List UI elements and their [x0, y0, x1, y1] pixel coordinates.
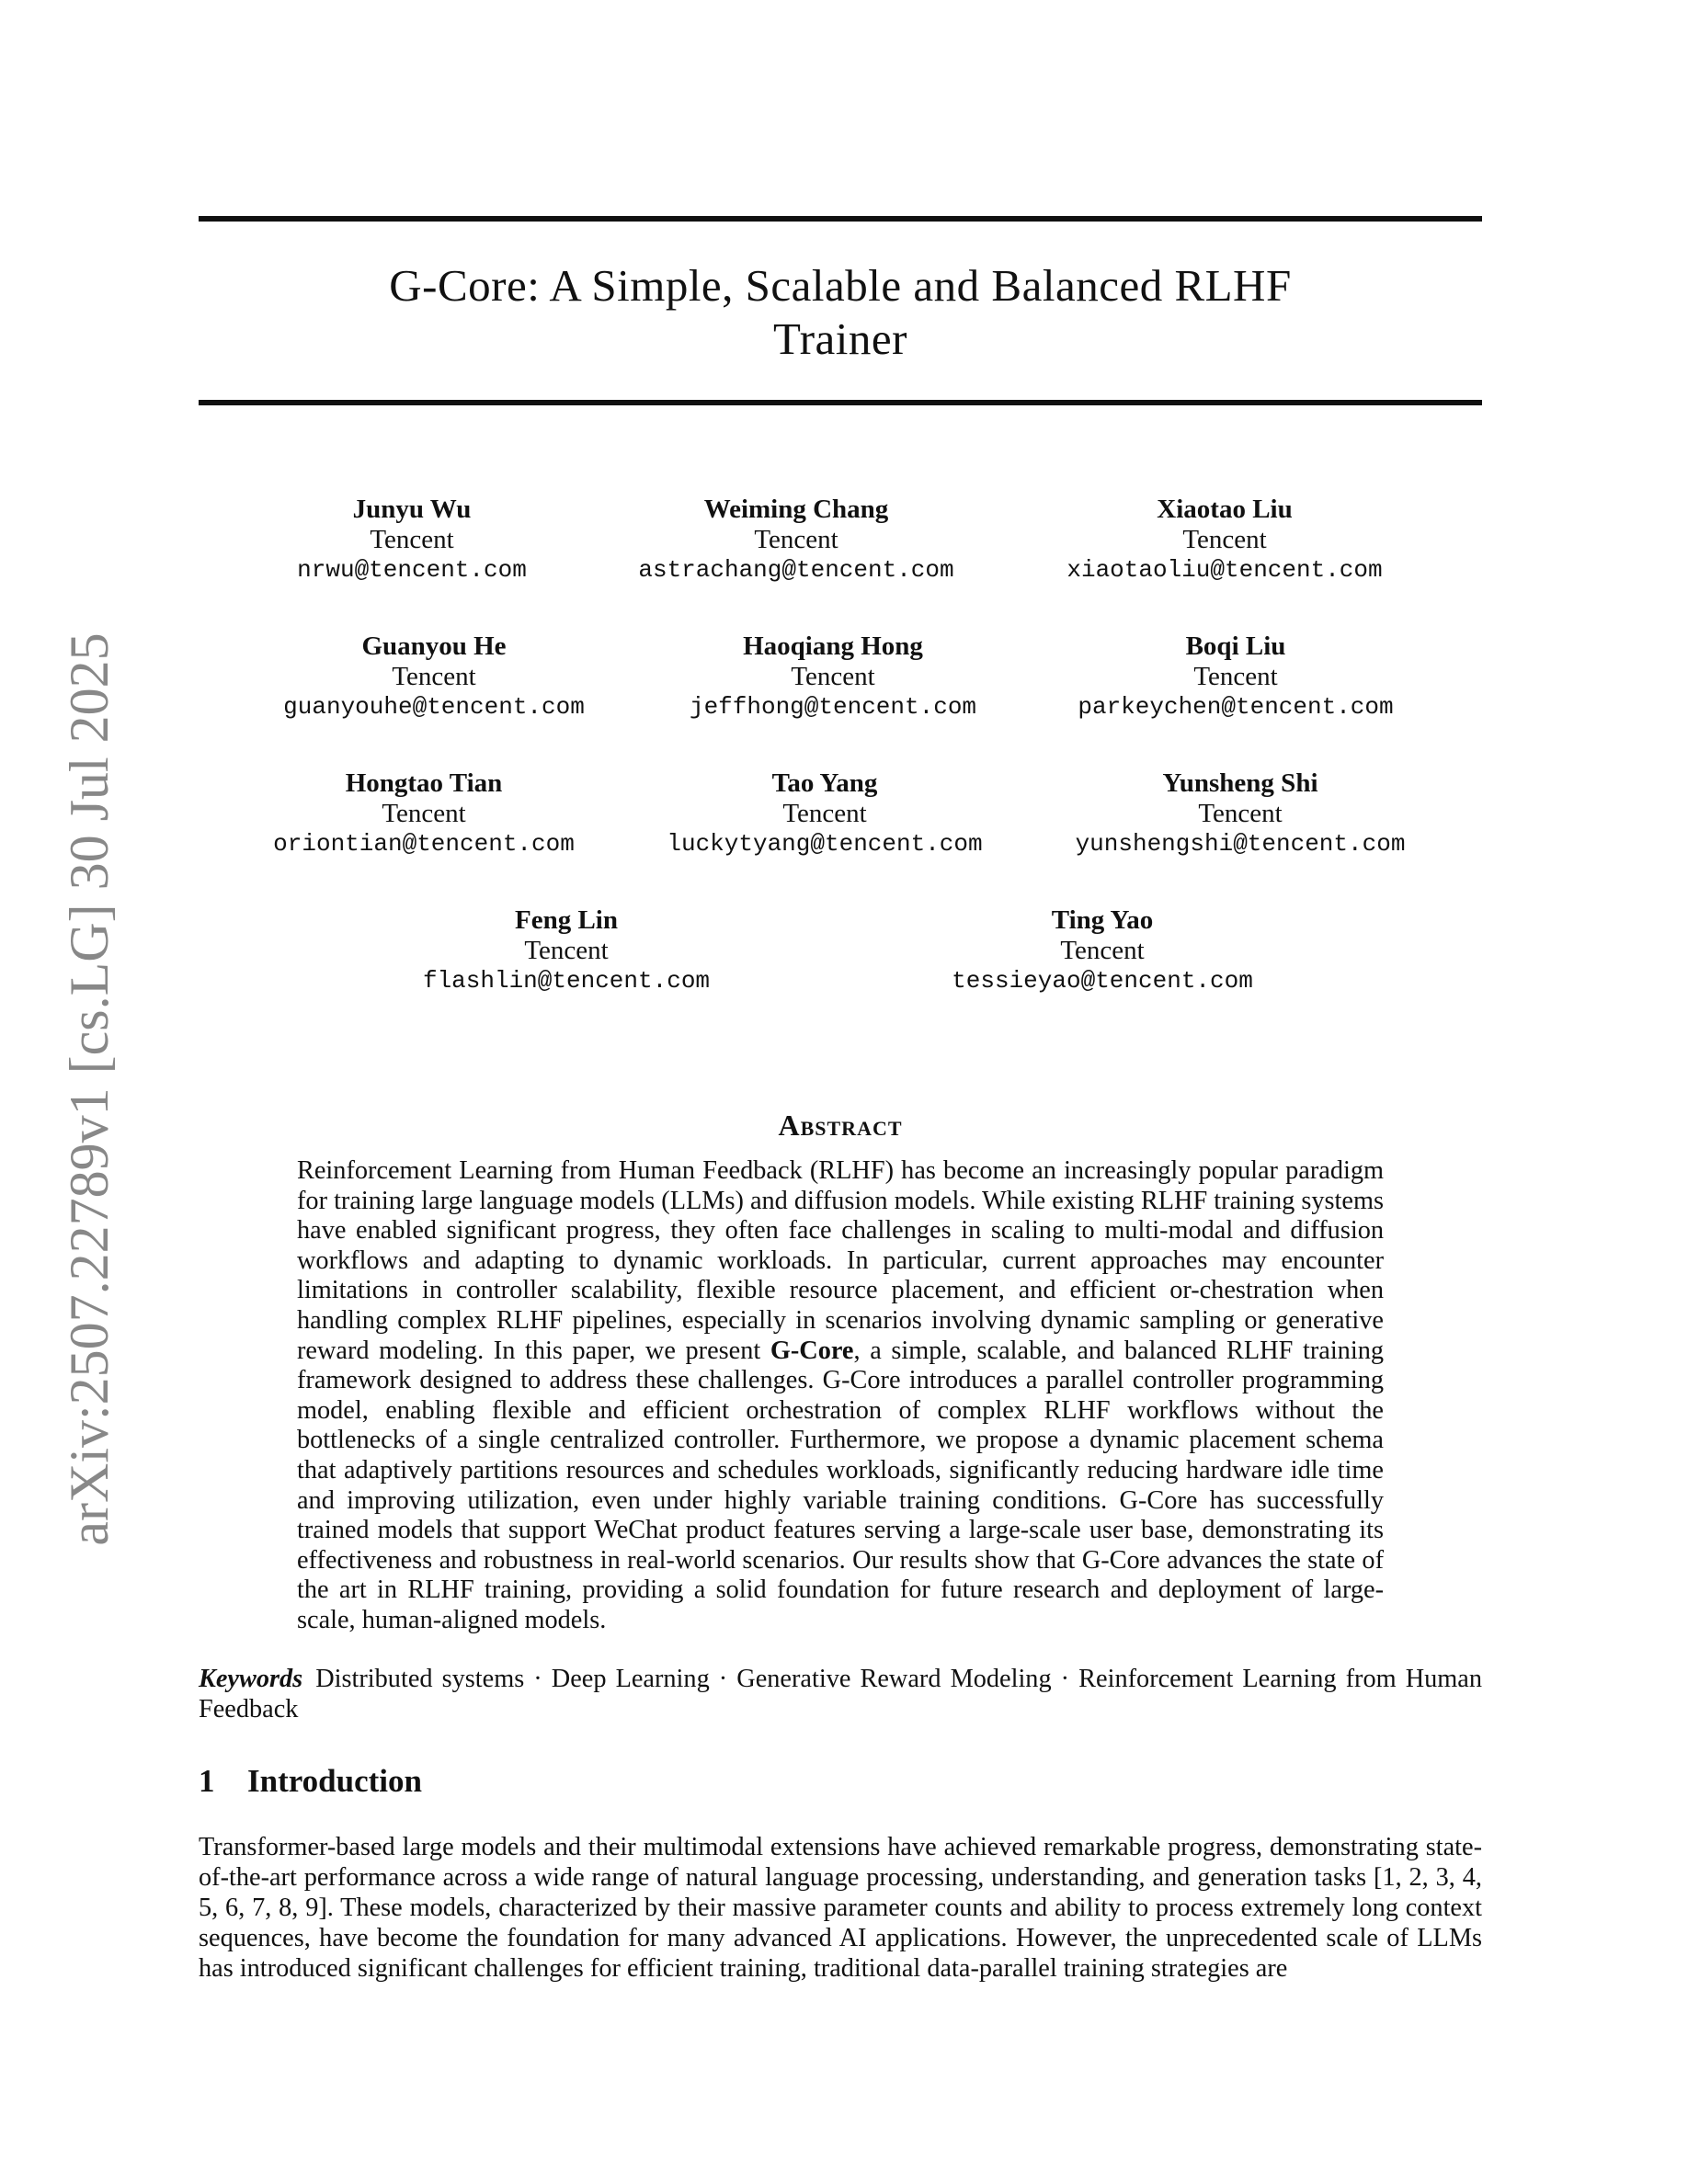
author-email: xiaotaoliu@tencent.com [1066, 556, 1383, 584]
title-line-2: Trainer [773, 313, 907, 364]
author-block [585, 495, 1008, 586]
author-block [222, 631, 645, 722]
introduction-paragraph: Transformer-based large models and their multimodal extensions have achieved remarkable progress, demonstrating state-of-the-art performance across a wide range of natural language processing, understanding, and generation tasks [1, 2, 3, 4, 5, 6, 7, 8, 9]. These models, characterized by their massive parameter counts and ability to process extremely long context sequences, have become the foundation for many advanced AI applications. However, the unprecedented scale of LLMs has introduced significant challenges for efficient training, traditional data-parallel training strategies are [199, 1833, 1482, 1983]
author-block [355, 905, 778, 996]
author-block [1013, 495, 1436, 586]
author-name: Xiaotao Liu [1157, 495, 1293, 524]
author-email: parkeychen@tencent.com [1078, 693, 1394, 721]
author-affiliation: Tencent [791, 662, 875, 691]
abstract-heading-text: Abstract [778, 1109, 903, 1142]
author-affiliation: Tencent [1060, 936, 1145, 965]
author-block [891, 905, 1314, 996]
author-email: yunshengshi@tencent.com [1075, 830, 1406, 858]
author-affiliation: Tencent [782, 799, 867, 828]
section-heading [199, 1763, 422, 1800]
author-name: Yunsheng Shi [1162, 768, 1318, 798]
author-affiliation: Tencent [524, 936, 609, 965]
arxiv-identifier: arXiv:2507.22789v1 [cs.LG] 30 Jul 2025 [59, 632, 120, 1546]
keywords [199, 1664, 1482, 1724]
keywords-label: Keywords [199, 1665, 303, 1693]
author-email: oriontian@tencent.com [273, 830, 575, 858]
author-email: guanyouhe@tencent.com [283, 693, 585, 721]
author-block [1029, 768, 1452, 859]
title-top-rule [199, 216, 1482, 222]
abstract-heading [199, 1109, 1482, 1143]
title-bottom-rule [199, 400, 1482, 405]
author-affiliation: Tencent [1182, 525, 1267, 554]
author-name: Hongtao Tian [345, 768, 503, 798]
author-email: flashlin@tencent.com [422, 967, 711, 995]
author-block [613, 768, 1036, 859]
author-block [200, 495, 623, 586]
title-line-1: G-Core: A Simple, Scalable and Balanced RLHF [389, 260, 1292, 311]
author-name: Weiming Chang [703, 495, 889, 524]
abstract-text-before: Reinforcement Learning from Human Feedback (RLHF) has become an increasingly popular paradigm for training large language models (LLMs) and diffusion models. While existing RLHF training systems have enabled significant progress, they often face challenges in scaling to multi-modal and diffusion workflows and adapting to dynamic workloads. In particular, current approaches may encounter limitations in controller scalability, flexible resource placement, and efficient or-chestration when handling complex RLHF pipelines, especially in scenarios involving dynamic sampling or generative reward modeling. In this paper, we present [297, 1156, 1385, 1365]
author-email: tessieyao@tencent.com [952, 967, 1253, 995]
author-name: Junyu Wu [352, 495, 472, 524]
author-affiliation: Tencent [1198, 799, 1283, 828]
author-email: luckytyang@tencent.com [667, 830, 983, 858]
author-affiliation: Tencent [1193, 662, 1278, 691]
author-block [1024, 631, 1447, 722]
author-affiliation: Tencent [370, 525, 454, 554]
author-email: jeffhong@tencent.com [689, 693, 977, 721]
author-affiliation: Tencent [392, 662, 476, 691]
section-number: 1 [199, 1763, 215, 1799]
keywords-text: Distributed systems · Deep Learning · Generative Reward Modeling · Reinforcement Learning from Human Feedback [199, 1665, 1482, 1723]
abstract-body [297, 1156, 1384, 1636]
author-name: Ting Yao [1051, 905, 1154, 935]
author-name: Feng Lin [515, 905, 618, 935]
author-email: nrwu@tencent.com [297, 556, 527, 584]
author-name: Tao Yang [771, 768, 878, 798]
paper-title [199, 259, 1482, 366]
author-block [622, 631, 1044, 722]
author-name: Haoqiang Hong [743, 631, 923, 661]
author-affiliation: Tencent [754, 525, 838, 554]
author-name: Boqi Liu [1185, 631, 1286, 661]
author-affiliation: Tencent [382, 799, 466, 828]
author-email: astrachang@tencent.com [638, 556, 954, 584]
author-block [212, 768, 635, 859]
abstract-text-after: , a simple, scalable, and balanced RLHF training framework designed to address these challenges. G-Core introduces a parallel controller programming model, enabling flexible and efficient orchestration of complex RLHF workflows without the bottlenecks of a single centralized controller. Furthermore, we propose a dynamic placement schema that adaptively partitions resources and schedules workloads, significantly reducing hardware idle time and improving utilization, even under highly variable training conditions. G-Core has successfully trained models that support WeChat product features serving a large-scale user base, demonstrating its effectiveness and robustness in real-world scenarios. Our results show that G-Core advances the state of the art in RLHF training, providing a solid foundation for future research and deployment of large-scale, human-aligned models. [297, 1336, 1384, 1634]
section-title: Introduction [247, 1763, 422, 1799]
author-name: Guanyou He [361, 631, 507, 661]
abstract-bold-term: G-Core [770, 1336, 854, 1365]
